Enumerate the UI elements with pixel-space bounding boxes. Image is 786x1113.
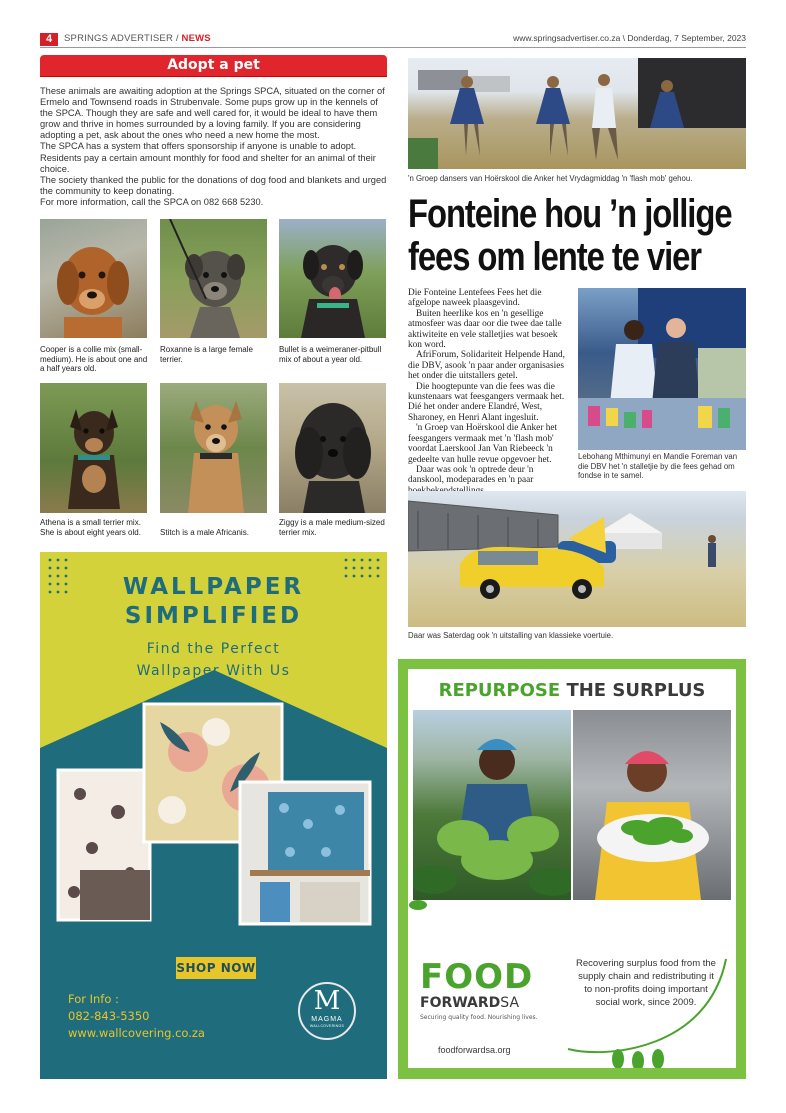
header-rule [40,47,746,48]
story-paragraph: Die Fonteine Lentefees Fees het die afgelope naweek plaasgevind. [408,288,542,309]
pet-photo-stitch [160,383,267,513]
foodforward-logo [420,959,570,1021]
banner-rule [40,76,387,77]
wallpaper-contact [68,991,205,1042]
pet-caption: Stitch is a male Africanis. [160,528,249,537]
story-body [408,288,571,496]
farmer-photo [413,710,571,900]
masthead-separator: / [173,33,182,44]
pet-caption: Roxanne is a large female terrier. [160,345,253,364]
pet-caption: Athena is a small terrier mix. She is about eight years old. [40,518,141,537]
story-paragraph: Buiten heerlike kos en 'n gesellige atmosfeer was daar oor die twee dae talle aktiwiteite en vele stalletjies wat besoek kon word. [408,308,562,351]
story-paragraph: Daar was ook 'n optrede deur 'n danskool, modeparades en 'n paar [408,464,534,486]
masthead [64,33,211,44]
adopt-paragraph: These animals are awaiting adoption at the Springs SPCA, situated on the corner of Ermelo and Townsend roads in Strubenvale. Some pups grow up in the kennels of the SPCA. Though they are safe and well cared for, it would be ideal to have them grow and thrive in homes surrounded by a loving family. If you are considering adopting a pet, ask about the ones who need a new home the most. [40,86,385,141]
title-green: REPURPOSE [438,680,561,701]
dancers-photo [408,58,746,169]
foodforward-website[interactable]: foodforwardsa.org [438,1045,511,1055]
stall-photo [578,288,746,450]
pet-caption: Ziggy is a male medium-sized terrier mix. [279,518,385,537]
stall-caption: Lebohang Mthimunyi en Mandie Foreman van die DBV het 'n stalletjie by die fees gehad om fondse in te samel. [578,452,738,480]
story-paragraph: 'n Groep van Hoërskool die Anker het feesgangers vermaak met 'n 'flash mob' voordat Laerskool Jan Van Riebeeck 'n gedeelte van hulle revue opgevoer het. [408,423,558,465]
adopt-paragraph: The society thanked the public for the donations of dog food and blankets and urged the community to keep donating. [40,174,387,196]
story-headline: Fonteine hou ’n jollige fees om lente te vier [408,192,732,279]
pet-photo-athena [40,383,147,513]
adopt-intro [40,86,390,208]
story-paragraph: Die hoogtepunte van die fees was die kunstenaars wat feesgangers vermaak het. Dié het onder andere Elandré, West, Sharoney, en Henri Alant ingesluit. [408,381,565,423]
dateline: www.springsadvertiser.co.za \ Donderdag, 7 September, 2023 [513,33,746,43]
logo-sa: SA [500,995,520,1011]
page-number: 4 [40,33,58,46]
adopt-paragraph: The SPCA has a system that offers sponsorship if anyone is unable to adopt. Residents pay a certain amount monthly for food and shelter for an animal of their choice. [40,141,376,174]
wallpaper-subtitle [40,638,387,682]
logo-food: FOOD [420,957,534,997]
info-label: For Info : [68,992,119,1006]
website-link[interactable]: www.wallcovering.co.za [68,1026,205,1040]
cars-caption: Daar was Saterdag ook 'n uitstalling van klassieke voertuie. [408,631,614,640]
shop-now-button[interactable]: SHOP NOW [176,957,256,979]
wallpaper-title-line: WALLPAPER [122,574,305,600]
dancers-caption: 'n Groep dansers van Hoërskool die Anker het Vrydagmiddag 'n 'flash mob' gehou. [408,174,693,183]
pet-photo-ziggy [279,383,386,513]
foodforward-ad[interactable] [398,659,746,1079]
wallpaper-title [40,573,387,631]
magma-logo [298,982,356,1040]
title-dark: THE SURPLUS [566,680,706,701]
classic-cars-photo [408,491,746,627]
pet-photo-bullet [279,219,386,338]
foodforward-body: Recovering surplus food from the supply chain and redistributing it to non-profits doing important social work, since 2009. [576,958,716,1008]
section-name: NEWS [181,33,211,44]
wallpaper-sub-line: Find the Perfect [146,641,281,657]
adopt-banner: Adopt a pet [40,55,387,76]
magma-logo-name: MAGMA [311,1016,343,1023]
pet-photo-cooper [40,219,147,338]
phone-number[interactable]: 082-843-5350 [68,1009,150,1023]
wallpaper-title-line: SIMPLIFIED [124,603,303,629]
story-paragraph: AfriForum, Solidariteit Helpende Hand, die DBV, asook 'n paar ander organisasies het onder die uitstallers getel. [408,350,565,382]
magma-logo-letter: M [313,986,341,1016]
foodforward-title [408,680,736,702]
pet-photo-roxanne [160,219,267,338]
publication-name: SPRINGS ADVERTISER [64,33,174,44]
pet-caption: Bullet is a weimeraner-pitbull mix of about a year old. [279,345,382,364]
chef-photo [573,710,731,900]
wallpaper-sub-line: Wallpaper With Us [136,663,291,679]
magma-logo-tag: WALLCOVERINGS [309,1024,345,1028]
logo-forward: FORWARD [420,995,501,1011]
logo-tagline: Securing quality food. Nourishing lives. [420,1014,538,1021]
wallpaper-ad[interactable] [40,552,387,1079]
adopt-paragraph: For more information, call the SPCA on 082 668 5230. [40,196,264,207]
pet-caption: Cooper is a collie mix (small-medium). He is about one and a half years old. [40,345,148,373]
